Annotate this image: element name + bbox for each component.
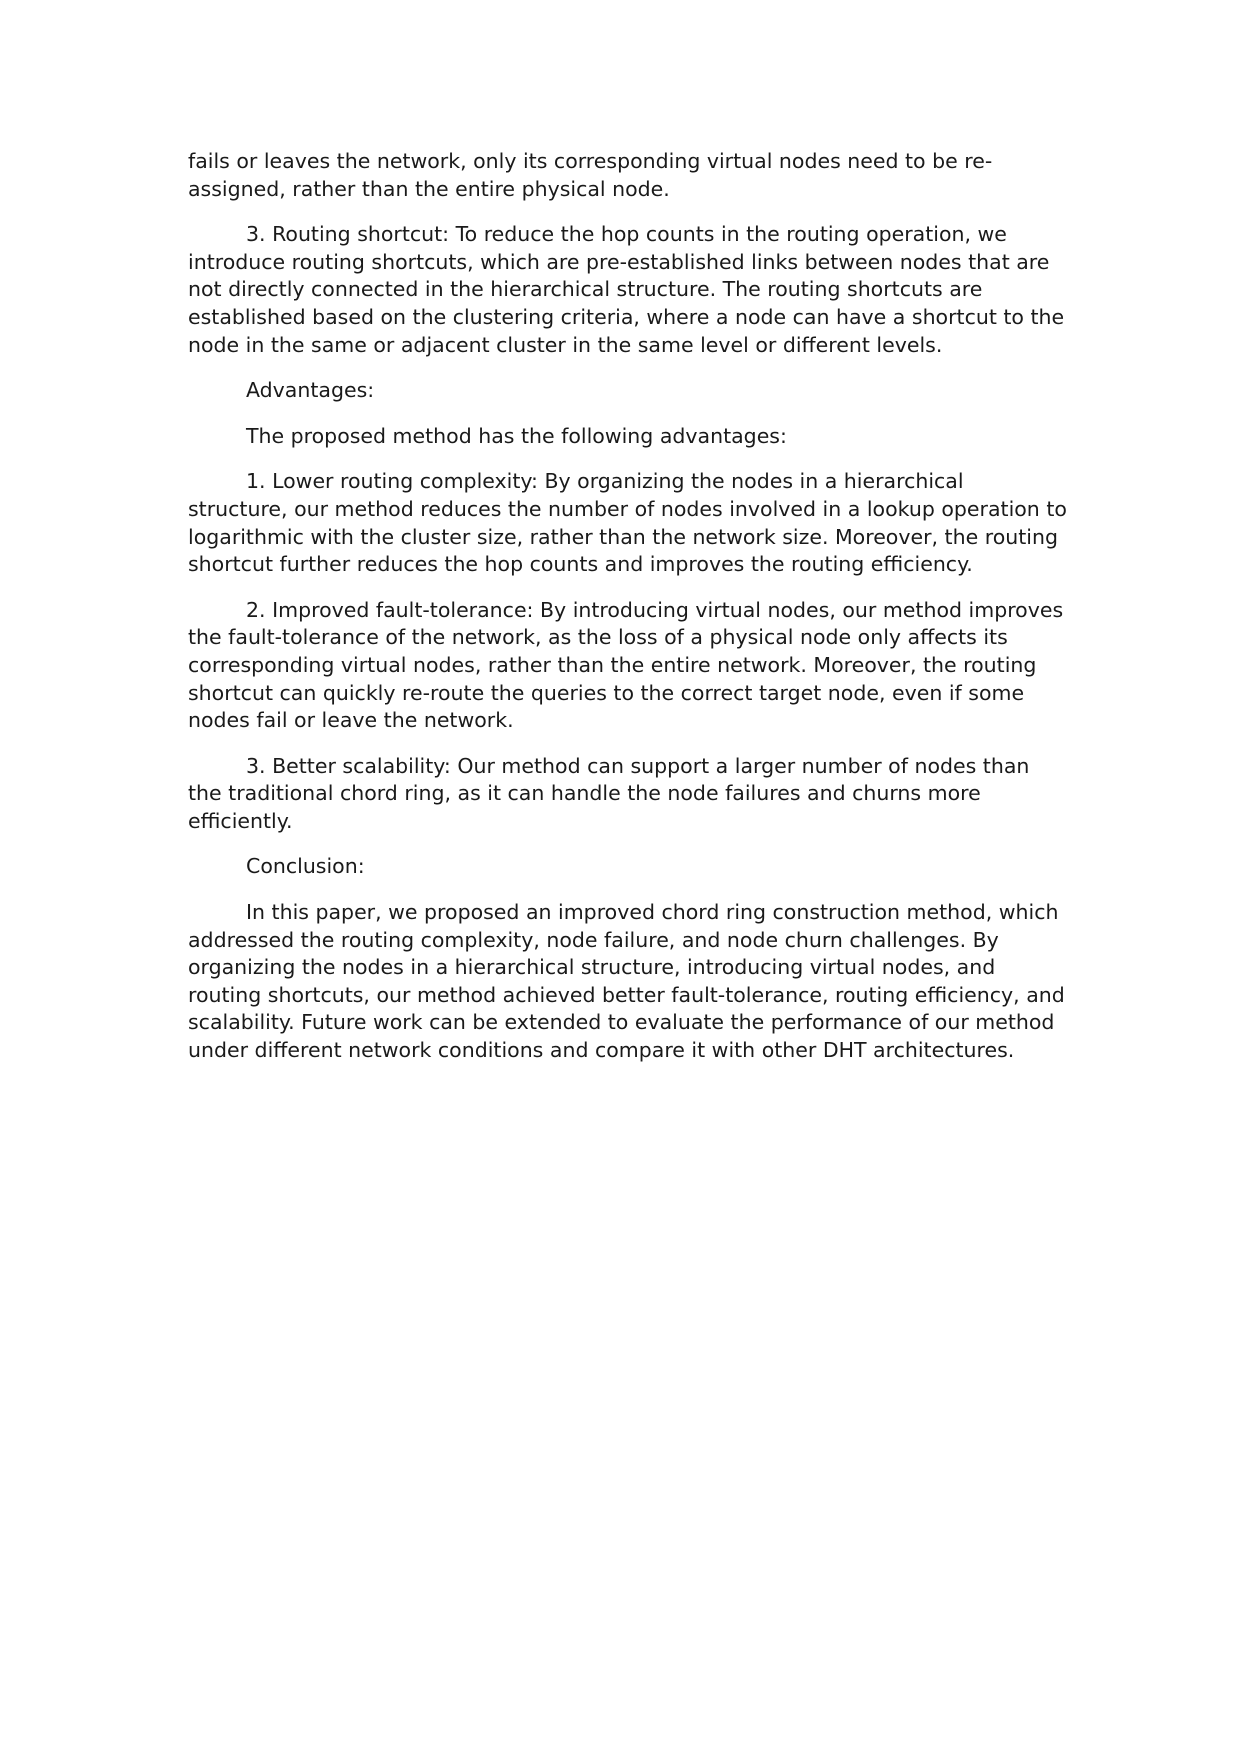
section-heading-advantages: Advantages: [246, 378, 375, 403]
paragraph-lower-routing-complexity: 1. Lower routing complexity: By organizing the nodes in a hierarchical structure, our method reduces the number of nodes involved in a lookup operation to logarithmic with the cluster size, rather than the network size. Moreover, the routing shortcut further reduces the hop counts and improves the routing efficiency. [188, 469, 1067, 577]
paragraph-advantages-intro: The proposed method has the following advantages: [246, 423, 787, 448]
section-heading-conclusion: Conclusion: [246, 854, 365, 879]
paragraph-better-scalability: 3. Better scalability: Our method can support a larger number of nodes than the traditional chord ring, as it can handle the node failures and churns more efficiently. [188, 753, 1030, 833]
paragraph-routing-shortcut: 3. Routing shortcut: To reduce the hop counts in the routing operation, we introduce routing shortcuts, which are pre-established links between nodes that are not directly connected in the hierarchical structure. The routing shortcuts are established based on the clustering criteria, where a node can have a shortcut to the node in the same or adjacent cluster in the same level or different levels. [188, 222, 1065, 357]
paragraph-continuation: fails or leaves the network, only its corresponding virtual nodes need to be re-assigned, rather than the entire physical node. [188, 149, 993, 201]
paragraph-conclusion: In this paper, we proposed an improved chord ring construction method, which addressed the routing complexity, node failure, and node churn challenges. By organizing the nodes in a hierarchical structure, introducing virtual nodes, and routing shortcuts, our method achieved better fault-tolerance, routing efficiency, and scalability. Future work can be extended to evaluate the performance of our method under different network conditions and compare it with other DHT architectures. [188, 900, 1065, 1063]
document-body [188, 148, 1068, 1083]
paragraph-improved-fault-tolerance: 2. Improved fault-tolerance: By introducing virtual nodes, our method improves the fault-tolerance of the network, as the loss of a physical node only affects its corresponding virtual nodes, rather than the entire network. Moreover, the routing shortcut can quickly re-route the queries to the correct target node, even if some nodes fail or leave the network. [188, 597, 1064, 733]
